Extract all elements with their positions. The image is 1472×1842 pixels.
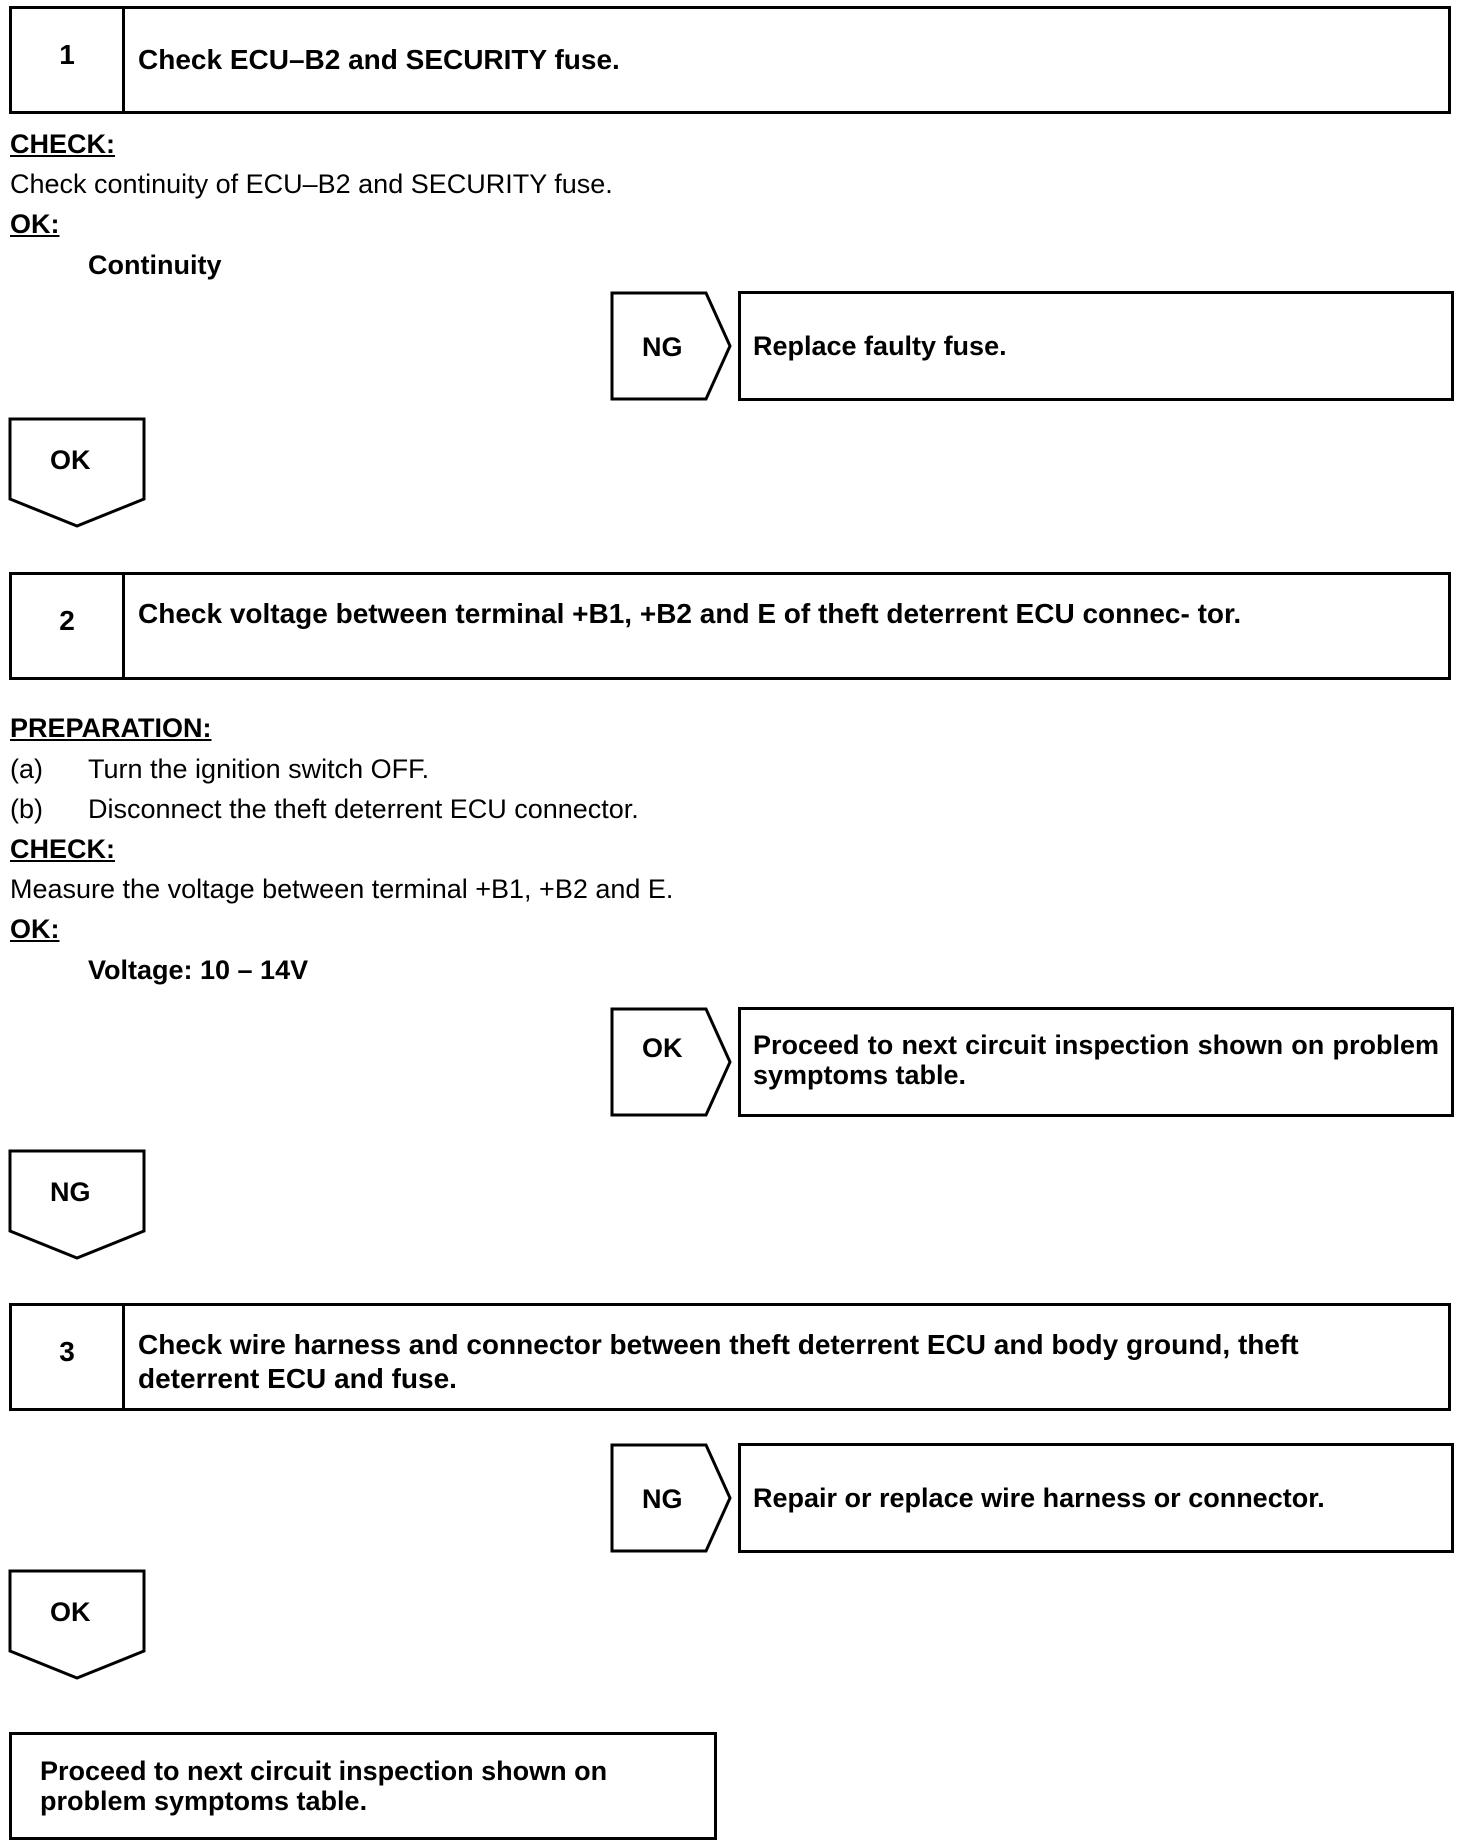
prep-text: Disconnect the theft deterrent ECU connector. <box>88 794 639 824</box>
result-text: Repair or replace wire harness or connector. <box>753 1483 1325 1513</box>
result-box <box>738 1007 1454 1117</box>
result-box <box>738 1443 1454 1553</box>
result-text: Replace faulty fuse. <box>753 331 1007 361</box>
step-number: 2 <box>12 575 125 677</box>
branch-label: NG <box>642 332 683 362</box>
ng-arrow-down <box>8 1149 148 1261</box>
step-title: Check wire harness and connector between theft deterrent ECU and body ground, theft deterrent ECU and fuse. <box>138 1329 1299 1394</box>
step-1-header <box>9 6 1451 114</box>
ng-arrow-right <box>610 291 734 401</box>
down-label: OK <box>50 1597 91 1627</box>
ok-arrow-right <box>610 1007 734 1117</box>
branch-label: NG <box>642 1484 683 1514</box>
step-number: 1 <box>12 9 125 111</box>
prep-marker: (a) <box>10 754 43 784</box>
check-label: CHECK: <box>10 834 115 864</box>
branch-label: OK <box>642 1033 683 1063</box>
ok-value: Continuity <box>88 250 222 280</box>
prep-marker: (b) <box>10 794 43 824</box>
ok-arrow-down <box>8 1569 148 1681</box>
result-box <box>738 291 1454 401</box>
result-text: Proceed to next circuit inspection shown on problem symptoms table. <box>753 1030 1439 1090</box>
ok-value: Voltage: 10 – 14V <box>88 955 309 985</box>
ok-label: OK: <box>10 914 60 944</box>
check-text: Measure the voltage between terminal +B1, +B2 and E. <box>10 874 674 904</box>
check-text: Check continuity of ECU–B2 and SECURITY fuse. <box>10 169 613 199</box>
step-2-header <box>9 572 1451 680</box>
down-label: OK <box>50 445 91 475</box>
step-title: Check voltage between terminal +B1, +B2 and E of theft deterrent ECU connec- tor. <box>138 598 1242 629</box>
step-title: Check ECU–B2 and SECURITY fuse. <box>138 44 620 75</box>
check-label: CHECK: <box>10 129 115 159</box>
final-text: Proceed to next circuit inspection shown on problem symptoms table. <box>40 1756 608 1816</box>
step-number: 3 <box>12 1306 125 1408</box>
final-result-box <box>9 1732 717 1840</box>
preparation-label: PREPARATION: <box>10 713 212 743</box>
down-label: NG <box>50 1177 91 1207</box>
ng-arrow-right <box>610 1443 734 1553</box>
step-3-header <box>9 1303 1451 1411</box>
prep-text: Turn the ignition switch OFF. <box>88 754 430 784</box>
ok-label: OK: <box>10 209 60 239</box>
ok-arrow-down <box>8 417 148 529</box>
